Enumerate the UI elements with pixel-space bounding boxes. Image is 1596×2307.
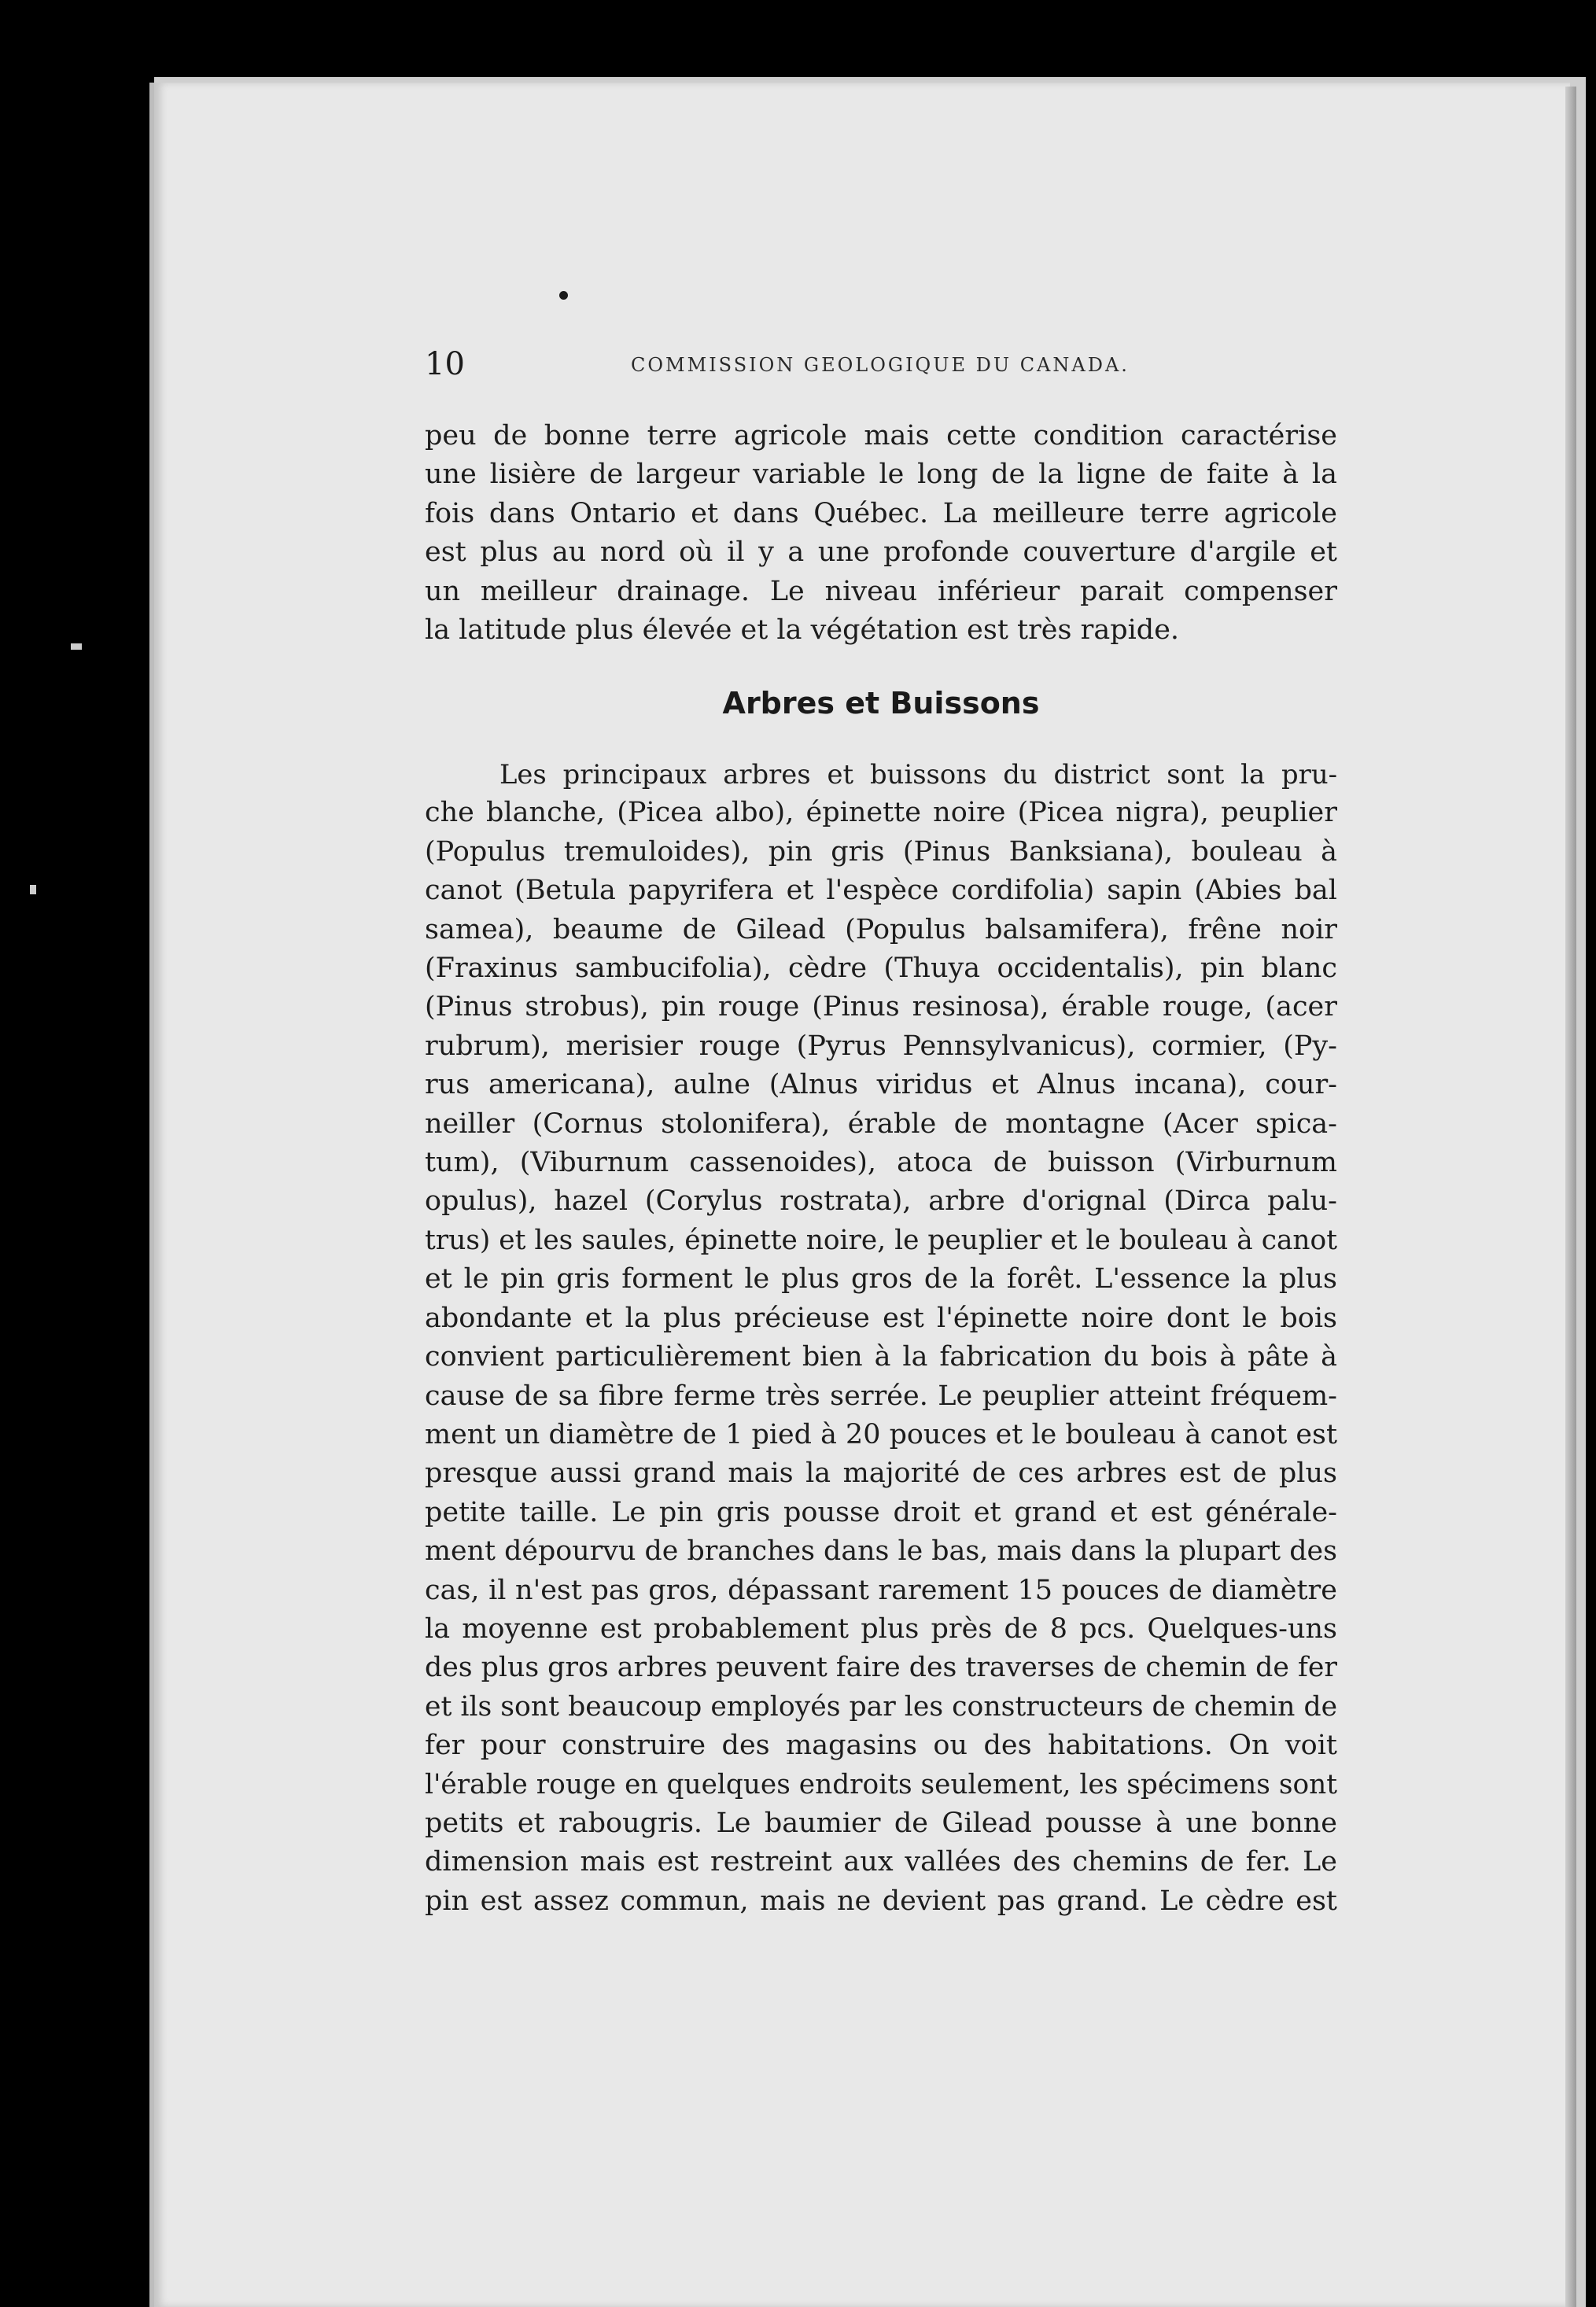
text-line: (Fraxinus sambucifolia), cèdre (Thuya occidentalis), pin blanc [425, 953, 1337, 985]
scan-artifact [71, 643, 82, 650]
text-line: neiller (Cornus stolonifera), érable de montagne (Acer spica- [425, 1107, 1337, 1140]
text-line: petits et rabougris. Le baumier de Gilead pousse à une bonne [425, 1807, 1337, 1839]
page-header [425, 346, 1337, 393]
text-line: est plus au nord où il y a une profonde couverture d'argile et [425, 536, 1337, 569]
text-line: tum), (Viburnum cassenoides), atoca de buisson (Virburnum [425, 1147, 1337, 1179]
text-line: dimension mais est restreint aux vallées des chemins de fer. Le [425, 1846, 1337, 1878]
text-line: peu de bonne terre agricole mais cette condition caractérise [425, 420, 1337, 451]
text-line: des plus gros arbres peuvent faire des traverses de chemin de fer [425, 1652, 1337, 1684]
text-line: ment dépourvu de branches dans le bas, mais dans la plupart des [425, 1535, 1337, 1568]
running-head: COMMISSION GEOLOGIQUE DU CANADA. [631, 354, 1130, 376]
paragraph-1 [425, 417, 1337, 650]
text-line: pin est assez commun, mais ne devient pas grand. Le cèdre est [425, 1885, 1337, 1917]
text-line: convient particulièrement bien à la fabrication du bois à pâte à [425, 1341, 1337, 1373]
ink-dot [559, 291, 568, 300]
paragraph-2 [425, 755, 1337, 1921]
text-line: samea), beaume de Gilead (Populus balsamifera), frêne noir [425, 913, 1337, 945]
text-line: cas, il n'est pas gros, dépassant rarement 15 pouces de diamètre [425, 1574, 1337, 1606]
text-line: (Populus tremuloides), pin gris (Pinus Banksiana), bouleau à [425, 835, 1337, 868]
text-line: trus) et les saules, épinette noire, le peuplier et le bouleau à canot [425, 1224, 1337, 1256]
text-line: petite taille. Le pin gris pousse droit et grand et est générale- [425, 1496, 1337, 1528]
text-line: ment un diamètre de 1 pied à 20 pouces et le bouleau à canot est [425, 1418, 1337, 1450]
text-line: presque aussi grand mais la majorité de ces arbres est de plus [425, 1458, 1337, 1490]
text-line: l'érable rouge en quelques endroits seulement, les spécimens sont [425, 1768, 1337, 1800]
section-title: Arbres et Buissons [722, 686, 1040, 720]
text-line: et le pin gris forment le plus gros de la forêt. L'essence la plus [425, 1263, 1337, 1295]
text-line: un meilleur drainage. Le niveau inférieur parait compenser [425, 575, 1337, 607]
text-line: la latitude plus élevée et la végétation est très rapide. [425, 614, 1180, 647]
page-edge [1565, 87, 1576, 2307]
text-line: abondante et la plus précieuse est l'épinette noire dont le bois [425, 1302, 1337, 1334]
text-line: cause de sa fibre ferme très serrée. Le peuplier atteint fréquem- [425, 1380, 1337, 1412]
page-number: 10 [425, 346, 465, 382]
text-line: rus americana), aulne (Alnus viridus et Alnus incana), cour- [425, 1069, 1337, 1101]
scan-artifact [30, 885, 36, 894]
text-line: canot (Betula papyrifera et l'espèce cordifolia) sapin (Abies bal [425, 875, 1337, 907]
text-line: opulus), hazel (Corylus rostrata), arbre d'orignal (Dirca palu- [425, 1185, 1337, 1218]
text-line: (Pinus strobus), pin rouge (Pinus resinosa), érable rouge, (acer [425, 991, 1337, 1023]
text-line: fois dans Ontario et dans Québec. La meilleure terre agricole [425, 497, 1337, 529]
text-line: rubrum), merisier rouge (Pyrus Pennsylvanicus), cormier, (Py- [425, 1030, 1337, 1062]
text-line: fer pour construire des magasins ou des habitations. On voit [425, 1730, 1337, 1762]
text-line: la moyenne est probablement plus près de 8 pcs. Quelques-uns [425, 1612, 1337, 1645]
text-line: che blanche, (Picea albo), épinette noire (Picea nigra), peuplier [425, 797, 1337, 829]
text-line: une lisière de largeur variable le long de la ligne de faite à la [425, 459, 1337, 491]
text-line: et ils sont beaucoup employés par les constructeurs de chemin de [425, 1690, 1338, 1723]
text-line: Les principaux arbres et buissons du district sont la pru- [499, 759, 1337, 790]
